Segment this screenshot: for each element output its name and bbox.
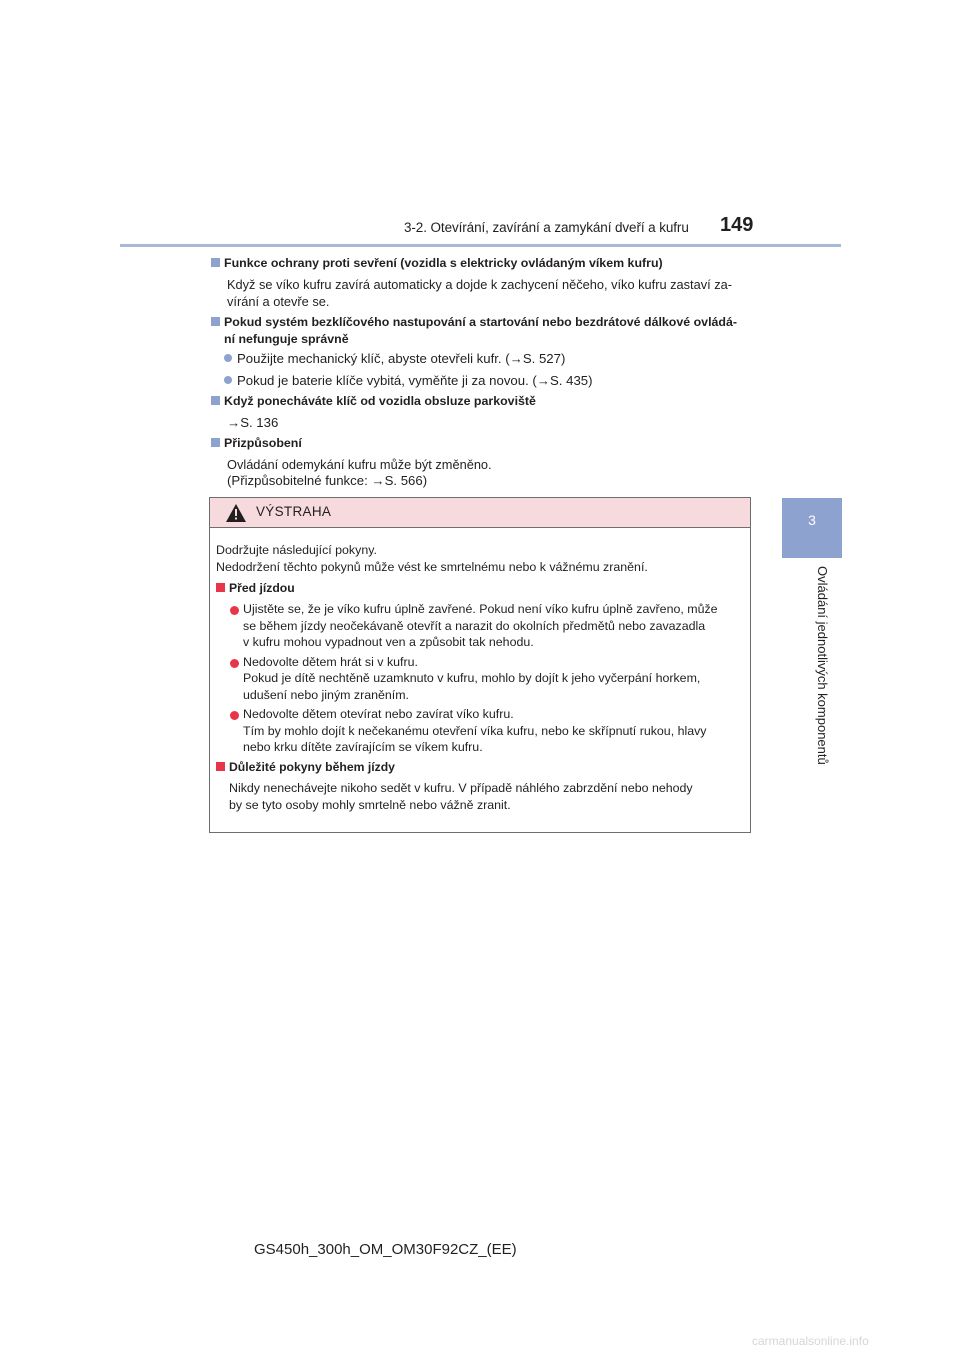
- paragraph-line: vírání a otevře se.: [227, 294, 330, 309]
- section-heading: Přizpůsobení: [211, 435, 302, 452]
- warning-section-heading: Před jízdou: [216, 580, 295, 597]
- circle-bullet-icon: [224, 354, 232, 362]
- square-bullet-icon: [211, 396, 220, 405]
- warning-intro-line: Nedodržení těchto pokynů může vést ke smrtelnému nebo k vážnému zranění.: [216, 560, 648, 574]
- warning-bullet-line: se během jízdy neočekávaně otevřít a narazit do okolních předmětů nebo zavazadla: [243, 619, 706, 633]
- page-number: 149: [720, 214, 754, 236]
- paragraph-line: Ovládání odemykání kufru může být změněno.: [227, 457, 492, 472]
- circle-bullet-icon: [224, 376, 232, 384]
- warning-intro-line: Dodržujte následující pokyny.: [216, 543, 377, 557]
- bullet-item: Použijte mechanický klíč, abyste otevřeli kufr. (→S. 527): [224, 350, 565, 367]
- circle-bullet-icon: [230, 606, 239, 615]
- watermark: carmanualsonline.info: [752, 1334, 869, 1348]
- warning-bullet-line: Nedovolte dětem hrát si v kufru.: [243, 655, 418, 669]
- chapter-tab: [782, 498, 842, 558]
- chapter-number: 3: [808, 512, 816, 528]
- section-heading: Pokud systém bezklíčového nastupování a startování nebo bezdrátové dálkové ovládá-: [211, 314, 737, 331]
- square-bullet-icon: [216, 762, 225, 771]
- running-header-title: 3-2. Otevírání, zavírání a zamykání dveří a kufru: [404, 220, 689, 235]
- circle-bullet-icon: [230, 711, 239, 720]
- square-bullet-icon: [211, 258, 220, 267]
- square-bullet-icon: [211, 317, 220, 326]
- warning-bullet-line: v kufru mohou vypadnout ven a způsobit tak nehodu.: [243, 635, 534, 649]
- bullet-item: Pokud je baterie klíče vybitá, vyměňte ji za novou. (→S. 435): [224, 372, 593, 389]
- warning-section-heading: Důležité pokyny během jízdy: [216, 759, 395, 776]
- warning-bullet-line: Pokud je dítě nechtěně uzamknuto v kufru, mohlo by dojít k jeho vyčerpání horkem,: [243, 671, 701, 685]
- square-bullet-icon: [216, 583, 225, 592]
- circle-bullet-icon: [230, 659, 239, 668]
- chapter-title-vertical: Ovládání jednotlivých komponentů: [815, 566, 830, 765]
- warning-title: VÝSTRAHA: [256, 504, 332, 519]
- header-divider: [120, 244, 841, 247]
- warning-bullet-line: Tím by mohlo dojít k nečekanému otevření víka kufru, nebo ke skřípnutí rukou, hlavy: [243, 724, 707, 738]
- warning-bullet-line: nebo krku dítěte zavírajícím se víkem kufru.: [243, 740, 483, 754]
- section-heading-cont: ní nefunguje správně: [224, 332, 349, 346]
- warning-triangle-icon: [226, 504, 246, 522]
- warning-bullet-line: Nedovolte dětem otevírat nebo zavírat víko kufru.: [243, 707, 514, 721]
- square-bullet-icon: [211, 438, 220, 447]
- document-code: GS450h_300h_OM_OM30F92CZ_(EE): [254, 1241, 517, 1258]
- warning-box: [209, 497, 751, 833]
- section-heading: Když ponecháváte klíč od vozidla obsluze parkoviště: [211, 393, 536, 410]
- warning-paragraph-line: by se tyto osoby mohly smrtelně nebo vážně zranit.: [229, 798, 511, 812]
- section-heading: Funkce ochrany proti sevření (vozidla s elektricky ovládaným víkem kufru): [211, 255, 663, 272]
- paragraph-line: Když se víko kufru zavírá automaticky a dojde k zachycení něčeho, víko kufru zastaví za-: [227, 277, 733, 292]
- paragraph-line: (Přizpůsobitelné funkce: →S. 566): [227, 473, 428, 488]
- warning-paragraph-line: Nikdy nenechávejte nikoho sedět v kufru. V případě náhlého zabrzdění nebo nehody: [229, 781, 693, 795]
- warning-bullet-line: Ujistěte se, že je víko kufru úplně zavřené. Pokud není víko kufru úplně zavřeno, může: [243, 602, 718, 616]
- warning-header: [210, 498, 750, 528]
- warning-bullet-line: udušení nebo jiným zraněním.: [243, 688, 409, 702]
- page-reference: →S. 136: [227, 415, 279, 430]
